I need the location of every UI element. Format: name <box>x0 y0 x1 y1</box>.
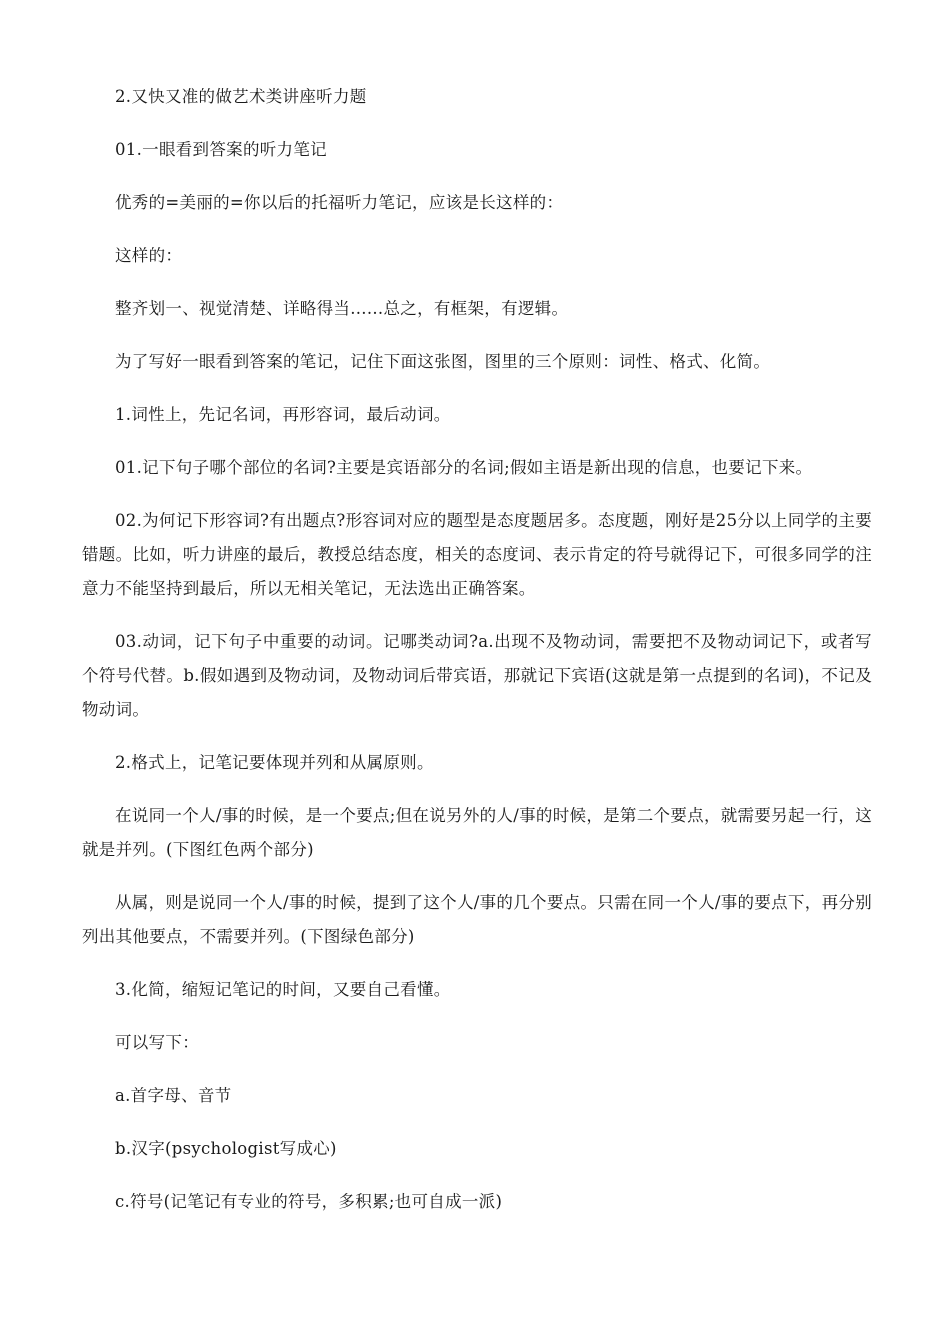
document-body <box>82 80 872 1238</box>
principle-heading: 1.词性上，先记名词，再形容词，最后动词。 <box>115 405 451 424</box>
paragraph: 03.动词，记下句子中重要的动词。记哪类动词?a.出现不及物动词，需要把不及物动词记下，或者写个符号代替。b.假如遇到及物动词，及物动词后带宾语，那就记下宾语(这就是第一点提到的名词)，不记及物动词。 <box>82 632 872 719</box>
paragraph: 01.记下句子哪个部位的名词?主要是宾语部分的名词;假如主语是新出现的信息，也要记下来。 <box>115 458 813 477</box>
list-item: b.汉字(psychologist写成心) <box>115 1139 337 1158</box>
paragraph: 02.为何记下形容词?有出题点?形容词对应的题型是态度题居多。态度题，刚好是25分以上同学的主要错题。比如，听力讲座的最后，教授总结态度，相关的态度词、表示肯定的符号就得记下，可很多同学的注意力不能坚持到最后，所以无相关笔记，无法选出正确答案。 <box>82 511 872 598</box>
paragraph: 这样的： <box>115 246 183 265</box>
principle-heading: 3.化简，缩短记笔记的时间，又要自己看懂。 <box>115 980 451 999</box>
paragraph: 为了写好一眼看到答案的笔记，记住下面这张图，图里的三个原则：词性、格式、化简。 <box>115 352 771 371</box>
list-item: c.符号(记笔记有专业的符号，多积累;也可自成一派) <box>115 1192 503 1211</box>
paragraph: 可以写下： <box>115 1033 199 1052</box>
principle-heading: 2.格式上，记笔记要体现并列和从属原则。 <box>115 753 434 772</box>
paragraph: 在说同一个人/事的时候，是一个要点;但在说另外的人/事的时候，是第二个要点，就需要另起一行，这就是并列。(下图红色两个部分) <box>82 806 872 859</box>
paragraph: 优秀的=美丽的=你以后的托福听力笔记，应该是长这样的： <box>115 193 564 212</box>
paragraph: 整齐划一、视觉清楚、详略得当......总之，有框架，有逻辑。 <box>115 299 569 318</box>
section-heading: 2.又快又准的做艺术类讲座听力题 <box>115 87 367 106</box>
paragraph: 从属，则是说同一个人/事的时候，提到了这个人/事的几个要点。只需在同一个人/事的要点下，再分别列出其他要点，不需要并列。(下图绿色部分) <box>82 893 872 946</box>
list-item: a.首字母、音节 <box>115 1086 232 1105</box>
subsection-heading: 01.一眼看到答案的听力笔记 <box>115 140 327 159</box>
